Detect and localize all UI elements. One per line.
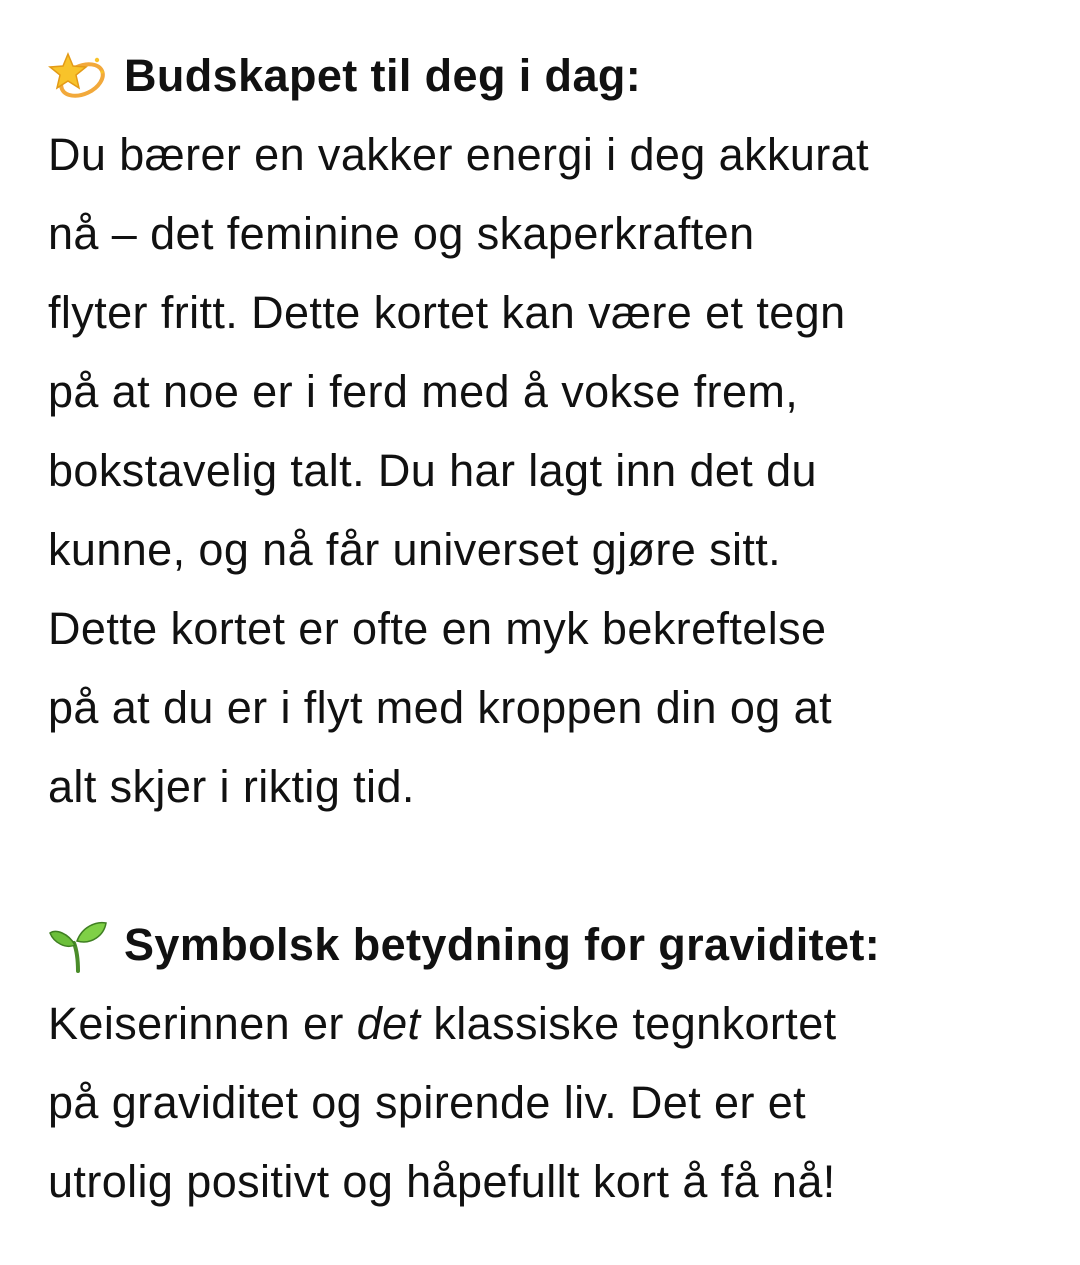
section-heading-text: Symbolsk betydning for graviditet: <box>124 919 881 970</box>
section-heading-text: Budskapet til deg i dag: <box>124 50 642 101</box>
message-body <box>48 36 1048 1221</box>
body-line: bokstavelig talt. Du har lagt inn det du <box>48 445 817 496</box>
body-line: utrolig positivt og håpefullt kort å få nå! <box>48 1156 836 1207</box>
body-text: Keiserinnen er <box>48 998 357 1049</box>
body-line: på at noe er i ferd med å vokse frem, <box>48 366 799 417</box>
body-line: flyter fritt. Dette kortet kan være et tegn <box>48 287 846 338</box>
body-line: alt skjer i riktig tid. <box>48 761 415 812</box>
dizzy-star-icon <box>48 46 108 106</box>
body-line: kunne, og nå får universet gjøre sitt. <box>48 524 782 575</box>
body-line: på graviditet og spirende liv. Det er et <box>48 1077 807 1128</box>
seedling-icon <box>48 915 108 975</box>
body-line <box>48 984 1048 1063</box>
section-heading-pregnancy <box>48 905 1048 984</box>
section-heading-message <box>48 36 1048 115</box>
body-line: Du bærer en vakker energi i deg akkurat <box>48 129 870 180</box>
body-line: nå – det feminine og skaperkraften <box>48 208 755 259</box>
body-line: på at du er i flyt med kroppen din og at <box>48 682 832 733</box>
emphasized-word: det <box>356 998 421 1049</box>
body-text: klassiske tegnkortet <box>420 998 837 1049</box>
body-line: Dette kortet er ofte en myk bekreftelse <box>48 603 827 654</box>
paragraph-gap <box>48 826 1048 905</box>
